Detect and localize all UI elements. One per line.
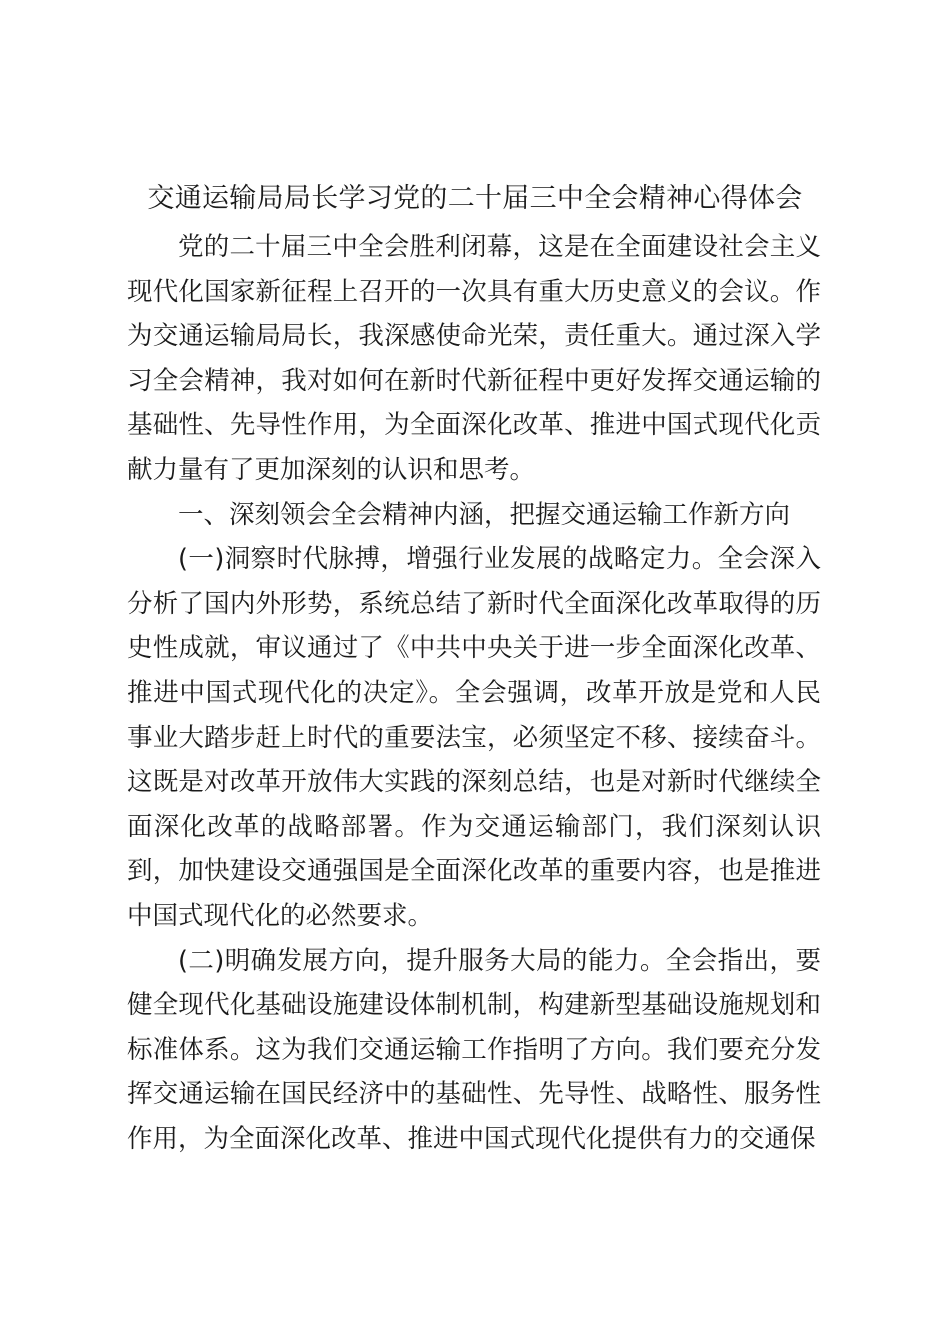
subsection-paragraph-1: (一)洞察时代脉搏，增强行业发展的战略定力。全会深入分析了国内外形势，系统总结了新时代全面深化改革取得的历史性成就，审议通过了《中共中央关于进一步全面深化改革、推进中国式现代化的决定》。全会强调，改革开放是党和人民事业大踏步赶上时代的重要法宝，必须坚定不移、接续奋斗。这既是对改革开放伟大实践的深刻总结，也是对新时代继续全面深化改革的战略部署。作为交通运输部门，我们深刻认识到，加快建设交通强国是全面深化改革的重要内容，也是推进中国式现代化的必然要求。: [127, 544, 821, 931]
document-title: 交通运输局局长学习党的二十届三中全会精神心得体会: [147, 183, 803, 214]
subsection-paragraph-2: (二)明确发展方向，提升服务大局的能力。全会指出，要健全现代化基础设施建设体制机制，构建新型基础设施规划和标准体系。这为我们交通运输工作指明了方向。我们要充分发挥交通运输在国民经济中的基础性、先导性、战略性、服务性作用，为全面深化改革、推进中国式现代化提供有力的交通保: [127, 945, 821, 1154]
section-heading-1: 一、深刻领会全会精神内涵，把握交通运输工作新方向: [178, 499, 791, 530]
document-body: [127, 225, 821, 1161]
intro-paragraph: 党的二十届三中全会胜利闭幕，这是在全面建设社会主义现代化国家新征程上召开的一次具有重大历史意义的会议。作为交通运输局局长，我深感使命光荣，责任重大。通过深入学习全会精神，我对如何在新时代新征程中更好发挥交通运输的基础性、先导性作用，为全面深化改革、推进中国式现代化贡献力量有了更加深刻的认识和思考。: [127, 232, 821, 485]
